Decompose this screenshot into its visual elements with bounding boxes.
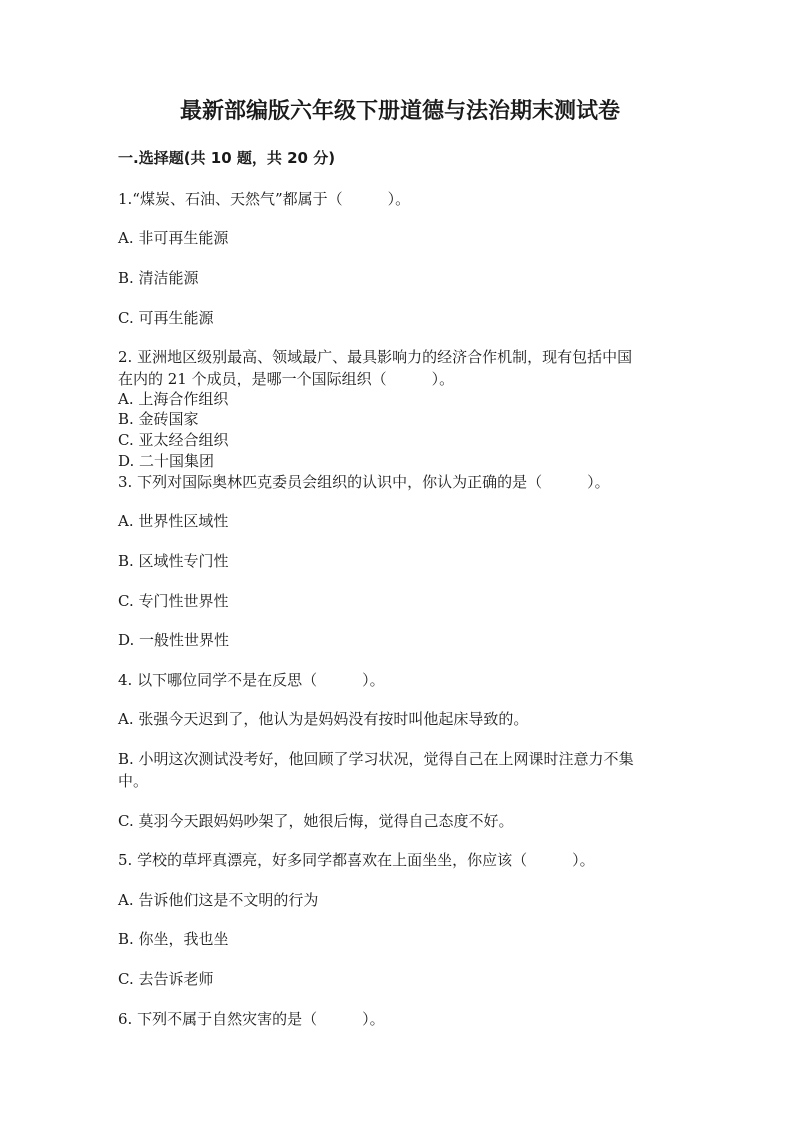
question-1-option-c: C. 可再生能源 <box>118 309 214 327</box>
question-5-stem: 5. 学校的草坪真漂亮，好多同学都喜欢在上面坐坐，你应该（ ）。 <box>118 851 595 869</box>
question-2-option-a: A. 上海合作组织 <box>118 390 229 408</box>
question-1-option-b: B. 清洁能源 <box>118 269 199 287</box>
question-4-option-b-line-1: B. 小明这次测试没考好，他回顾了学习状况，觉得自己在上网课时注意力不集 <box>118 750 634 768</box>
question-2-stem-line-1: 2. 亚洲地区级别最高、领域最广、最具影响力的经济合作机制，现有包括中国 <box>118 348 633 366</box>
question-3-option-d: D. 一般性世界性 <box>118 631 230 649</box>
question-5-option-c: C. 去告诉老师 <box>118 970 214 988</box>
question-1-option-a: A. 非可再生能源 <box>118 229 229 247</box>
exam-title: 最新部编版六年级下册道德与法治期末测试卷 <box>179 99 620 124</box>
question-6-stem: 6. 下列不属于自然灾害的是（ ）。 <box>118 1010 385 1028</box>
question-4-option-c: C. 莫羽今天跟妈妈吵架了，她很后悔，觉得自己态度不好。 <box>118 812 514 830</box>
question-1-stem: 1.“煤炭、石油、天然气”都属于（ ）。 <box>118 190 411 208</box>
question-5-option-a: A. 告诉他们这是不文明的行为 <box>118 891 319 909</box>
question-3-stem: 3. 下列对国际奥林匹克委员会组织的认识中，你认为正确的是（ ）。 <box>118 473 610 491</box>
question-4-option-b-line-2: 中。 <box>118 772 149 790</box>
question-2-option-b: B. 金砖国家 <box>118 410 199 428</box>
question-2-stem-line-2: 在内的 21 个成员，是哪一个国际组织（ ）。 <box>118 370 455 388</box>
section-heading: 一.选择题(共 10 题，共 20 分) <box>118 149 336 167</box>
question-3-option-a: A. 世界性区域性 <box>118 512 229 530</box>
question-2-option-d: D. 二十国集团 <box>118 452 215 470</box>
question-2-option-c: C. 亚太经合组织 <box>118 431 229 449</box>
question-4-stem: 4. 以下哪位同学不是在反思（ ）。 <box>118 671 385 689</box>
question-3-option-c: C. 专门性世界性 <box>118 592 229 610</box>
question-3-option-b: B. 区域性专门性 <box>118 552 229 570</box>
question-4-option-a: A. 张强今天迟到了，他认为是妈妈没有按时叫他起床导致的。 <box>118 710 529 728</box>
question-5-option-b: B. 你坐，我也坐 <box>118 930 229 948</box>
